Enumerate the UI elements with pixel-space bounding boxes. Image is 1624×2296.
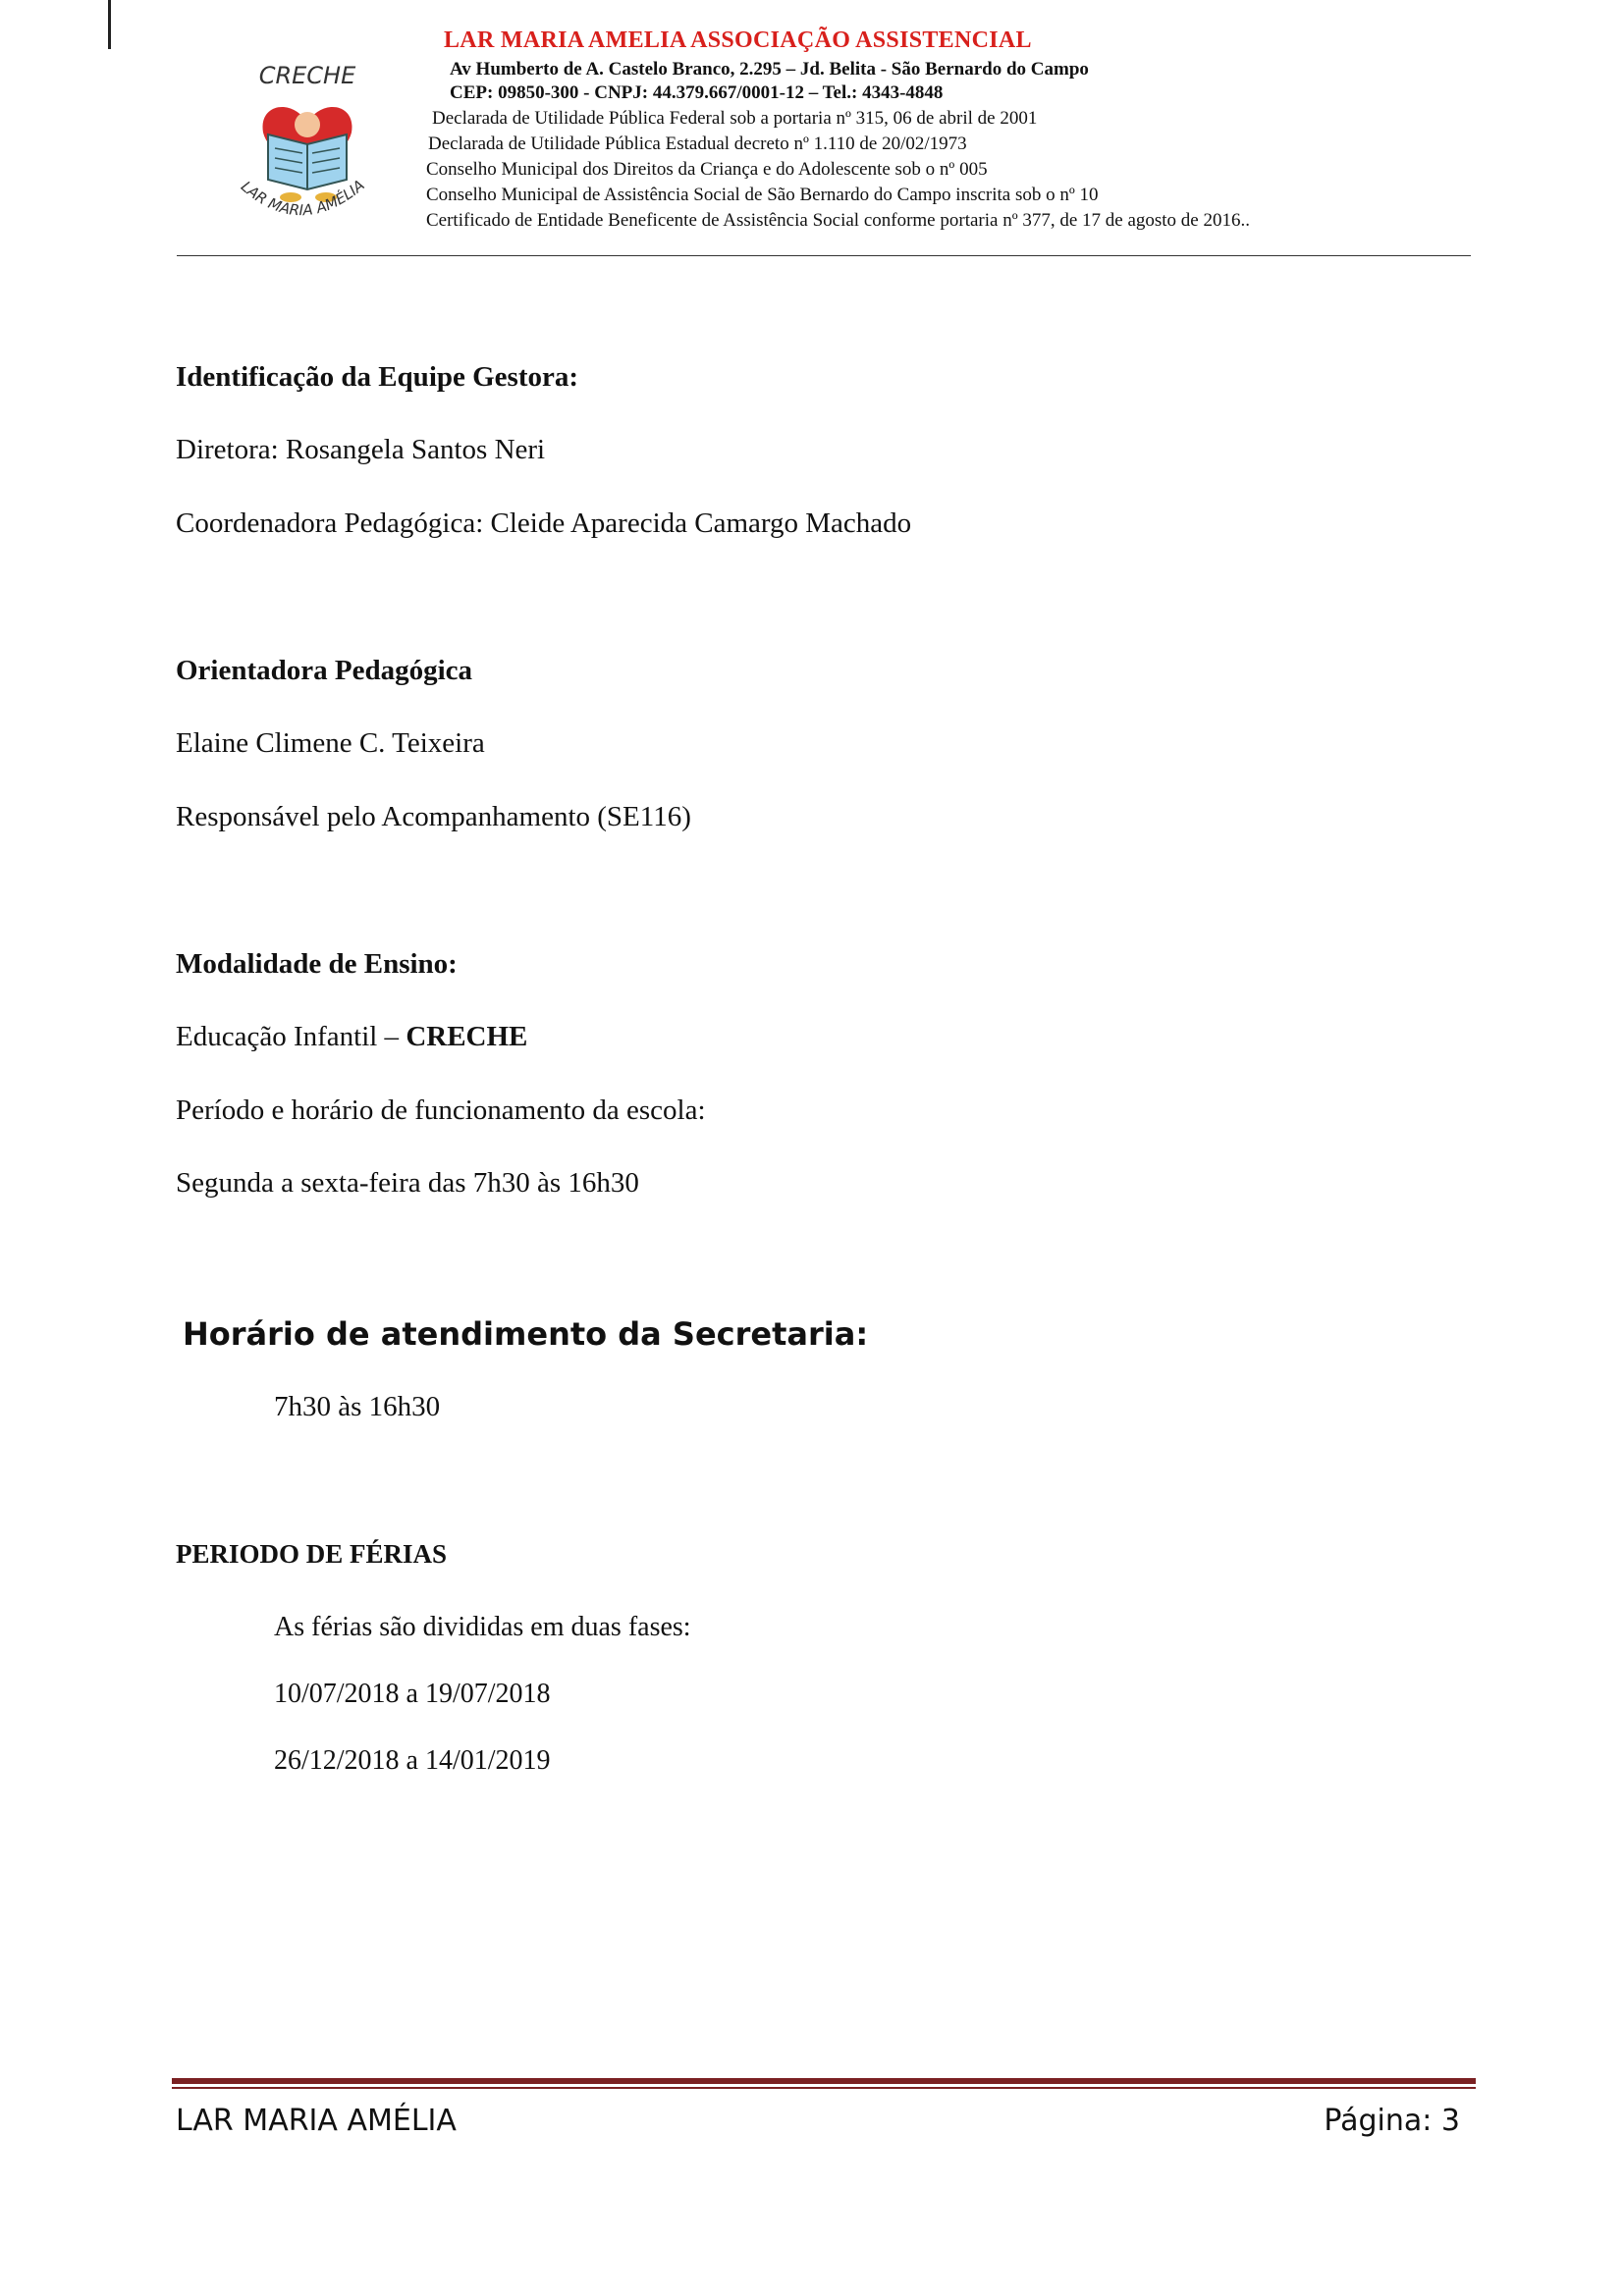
vacation-intro: As férias são divididas em duas fases: [274, 1612, 691, 1642]
advisor-heading: Orientadora Pedagógica [176, 655, 473, 686]
modality-prefix: Educação Infantil – [176, 1021, 406, 1052]
director-line: Diretora: Rosangela Santos Neri [176, 434, 546, 465]
coordinator-line: Coordenadora Pedagógica: Cleide Aparecida Camargo Machado [176, 507, 912, 539]
vacation-heading: PERIODO DE FÉRIAS [176, 1539, 448, 1569]
footer-page-number: Página: 3 [1324, 2104, 1460, 2138]
advisor-name: Elaine Climene C. Teixeira [176, 727, 485, 759]
header-line-federal: Declarada de Utilidade Pública Federal sob a portaria nº 315, 06 de abril de 2001 [432, 108, 1038, 129]
logo-bottom-text: LAR MARIA AMÉLIA [237, 176, 368, 220]
team-heading: Identificação da Equipe Gestora: [176, 361, 579, 393]
header-line-child-council: Conselho Municipal dos Direitos da Criança e do Adolescente sob o nº 005 [426, 159, 988, 180]
org-contact: CEP: 09850-300 - CNPJ: 44.379.667/0001-12 – Tel.: 4343-4848 [450, 82, 944, 103]
secretary-heading: Horário de atendimento da Secretaria: [183, 1315, 869, 1353]
footer-rule-thick [172, 2078, 1476, 2084]
period-value: Segunda a sexta-feira das 7h30 às 16h30 [176, 1167, 639, 1199]
footer-org: LAR MARIA AMÉLIA [176, 2104, 457, 2138]
header-line-social-council: Conselho Municipal de Assistência Social de São Bernardo do Campo inscrita sob o nº 10 [426, 185, 1099, 205]
responsible-line: Responsável pelo Acompanhamento (SE116) [176, 801, 691, 832]
corner-crop-mark [108, 0, 111, 49]
header-line-certificate: Certificado de Entidade Beneficente de Assistência Social conforme portaria nº 377, de 17 de agosto de 2016.. [426, 210, 1250, 231]
modality-line [176, 1021, 527, 1053]
footer-rule-thin [172, 2087, 1476, 2089]
org-address: Av Humberto de A. Castelo Branco, 2.295 – Jd. Belita - São Bernardo do Campo [450, 59, 1089, 80]
modality-value: CRECHE [406, 1021, 528, 1052]
creche-logo [224, 54, 391, 236]
logo-top-text: CRECHE [258, 62, 356, 89]
vacation-date-2: 26/12/2018 a 14/01/2019 [274, 1745, 551, 1776]
child-head-icon [295, 112, 320, 137]
modality-heading: Modalidade de Ensino: [176, 948, 458, 980]
header-divider [177, 255, 1471, 256]
org-title: LAR MARIA AMELIA ASSOCIAÇÃO ASSISTENCIAL [444, 27, 1032, 53]
vacation-date-1: 10/07/2018 a 19/07/2018 [274, 1679, 551, 1709]
header-line-state: Declarada de Utilidade Pública Estadual decreto nº 1.110 de 20/02/1973 [428, 133, 967, 154]
secretary-hours: 7h30 às 16h30 [274, 1391, 441, 1422]
period-label: Período e horário de funcionamento da escola: [176, 1095, 706, 1126]
